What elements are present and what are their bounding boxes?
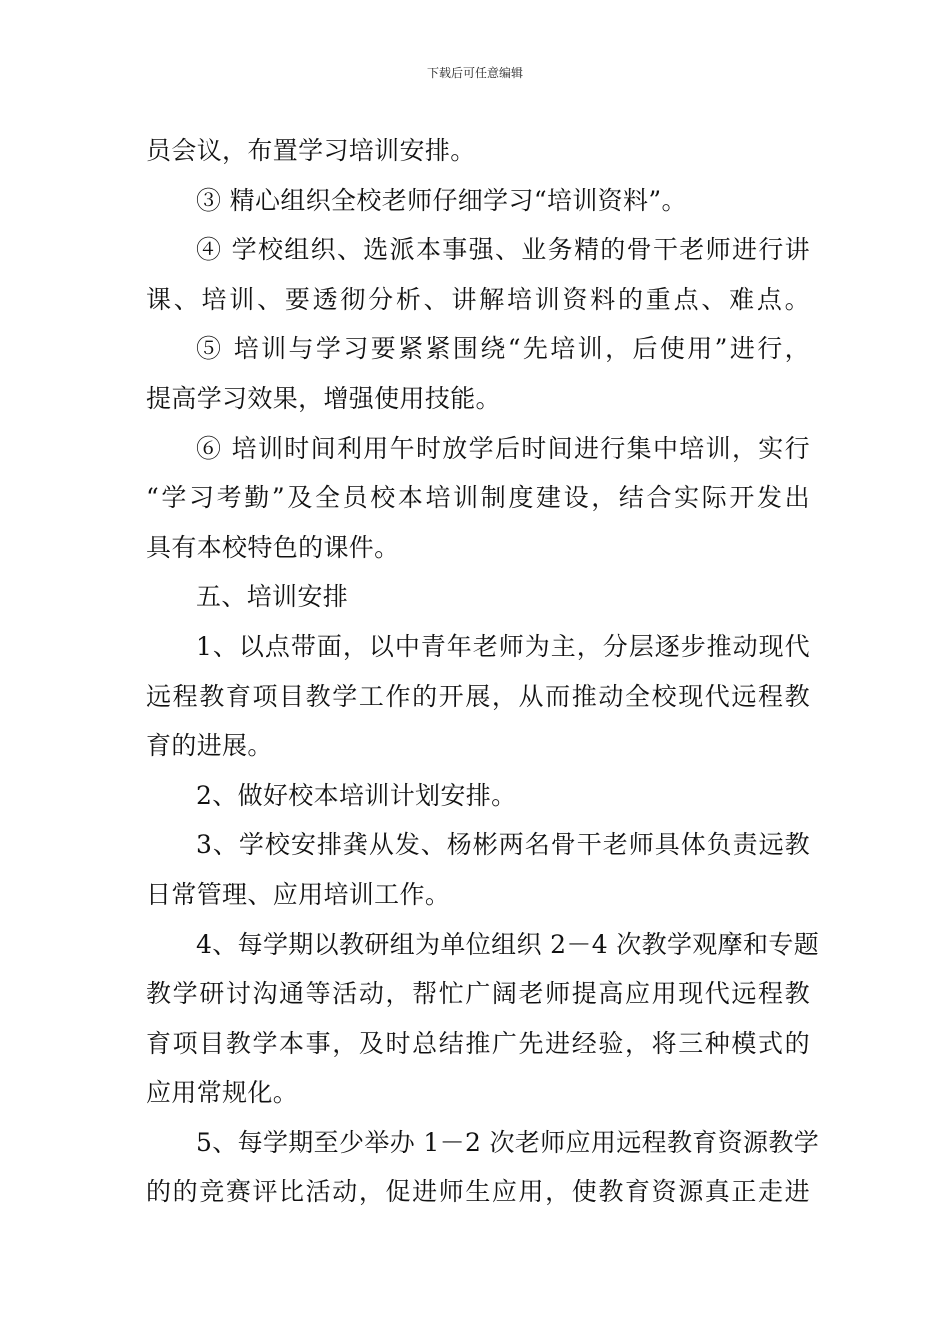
text-line: ③ 精心组织全校老师仔细学习“培训资料”。 xyxy=(196,185,687,215)
text-line: 员会议，布置学习培训安排。 xyxy=(146,136,476,165)
text-line: 五、培训安排 xyxy=(196,582,349,612)
text-line: 应用常规化。 xyxy=(146,1078,299,1108)
text-line: ⑤ 培训与学习要紧紧围绕“先培训，后使用”进行， xyxy=(196,334,810,364)
text-line: 育的进展。 xyxy=(146,731,273,761)
text-line: 提高学习效果，增强使用技能。 xyxy=(146,383,501,413)
text-line: 育项目教学本事，及时总结推广先进经验，将三种模式的 xyxy=(146,1028,810,1058)
text-line: ⑥ 培训时间利用午时放学后时间进行集中培训，实行 xyxy=(196,433,810,463)
text-line: 5、每学期至少举办 1－2 次老师应用远程教育资源教学 xyxy=(196,1127,820,1157)
page-header: 下载后可任意编辑 xyxy=(426,66,523,80)
text-line: ④ 学校组织、选派本事强、业务精的骨干老师进行讲 xyxy=(196,235,810,265)
text-line: 具有本校特色的课件。 xyxy=(146,532,400,562)
text-line: 远程教育项目教学工作的开展，从而推动全校现代远程教 xyxy=(146,681,810,711)
text-line: 日常管理、应用培训工作。 xyxy=(146,879,451,909)
document-body xyxy=(146,126,820,1217)
text-line: 4、每学期以教研组为单位组织 2－4 次教学观摩和专题 xyxy=(196,929,820,959)
text-line: 3、学校安排龚从发、杨彬两名骨干老师具体负责远教 xyxy=(196,830,810,860)
text-line: 教学研讨沟通等活动，帮忙广阔老师提高应用现代远程教 xyxy=(146,979,810,1009)
text-line: 的的竞赛评比活动，促进师生应用，使教育资源真正走进 xyxy=(146,1177,810,1207)
text-line: 课、培训、要透彻分析、讲解培训资料的重点、难点。 xyxy=(146,284,810,314)
text-line: 2、做好校本培训计划安排。 xyxy=(196,780,517,810)
text-line: 1、以点带面，以中青年老师为主，分层逐步推动现代 xyxy=(196,631,810,661)
text-line: “学习考勤”及全员校本培训制度建设，结合实际开发出 xyxy=(146,483,810,513)
